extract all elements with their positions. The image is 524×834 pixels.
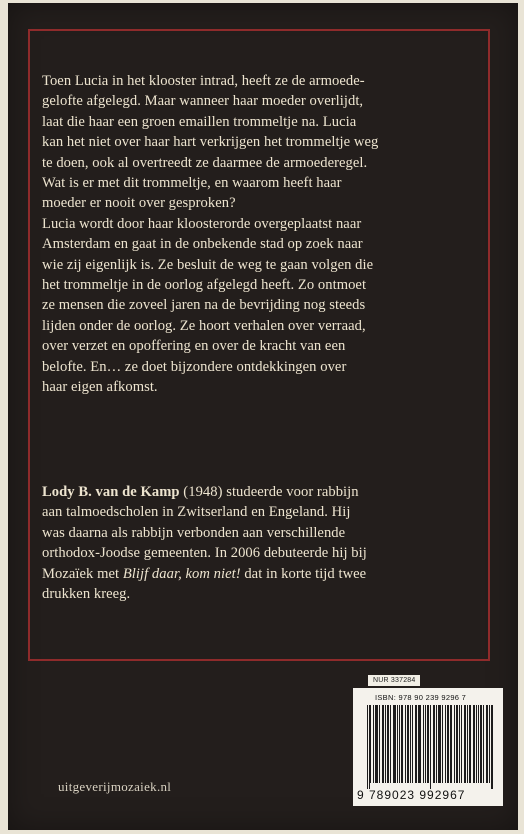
blurb-line: lijden onder de oorlog. Ze hoort verhalen over verraad, — [42, 317, 366, 334]
blurb-line: Amsterdam en gaat in de onbekende stad op zoek naar — [42, 236, 363, 253]
author-bio-line: drukken kreeg. — [42, 586, 131, 603]
author-bio-line: was daarna als rabbijn verbonden aan verschillende — [42, 524, 346, 541]
blurb-line: kan het niet over haar hart verkrijgen het trommeltje weg — [42, 134, 379, 151]
blurb-line: Toen Lucia in het klooster intrad, heeft ze de armoede- — [42, 73, 365, 89]
publisher-website: uitgeverijmozaiek.nl — [58, 779, 172, 794]
nur-label: NUR 337284 — [368, 675, 420, 686]
author-bio-line: orthodox-Joodse gemeenten. In 2006 debuteerde hij bij — [42, 545, 367, 562]
blurb-line: te doen, ook al overtreedt ze daarmee de armoederegel. — [42, 154, 368, 171]
blurb-line: moeder er nooit over gesproken? — [42, 195, 236, 212]
blurb-line: haar eigen afkomst. — [42, 379, 158, 396]
author-name: Lody B. van de Kamp — [42, 484, 180, 500]
author-bio-line: aan talmoedscholen in Zwitserland en Engeland. Hij — [42, 504, 351, 521]
author-bio — [42, 482, 482, 604]
blurb-line: over verzet en opoffering en over de kracht van een — [42, 338, 346, 355]
blurb-text — [42, 71, 482, 398]
author-bio-text: dat in korte tijd twee — [240, 565, 367, 582]
blurb-line: Wat is er met dit trommeltje, en waarom heeft haar — [42, 175, 342, 192]
blurb-line: laat die haar een groen emaillen trommeltje na. Lucia — [42, 113, 357, 130]
isbn-label: ISBN: 978 90 239 9296 7 — [375, 693, 467, 702]
blurb-line: belofte. En… ze doet bijzondere ontdekkingen over — [42, 358, 347, 375]
blurb-line: gelofte afgelegd. Maar wanneer haar moeder overlijdt, — [42, 93, 364, 110]
author-bio-text: Mozaïek met — [42, 565, 123, 582]
author-bio-line — [42, 482, 482, 502]
blurb-line: het trommeltje in de oorlog afgelegd heeft. Zo ontmoet — [42, 277, 367, 294]
author-bio-line — [42, 564, 482, 584]
barcode-panel — [353, 688, 503, 806]
previous-book-title: Blijf daar, kom niet! — [122, 565, 241, 582]
blurb-line: Lucia wordt door haar kloosterorde overgeplaatst naar — [42, 215, 362, 232]
blurb-line: ze mensen die zoveel jaren na de bevrijding nog steeds — [42, 297, 366, 314]
barcode-icon — [367, 705, 493, 789]
author-bio-text: (1948) studeerde voor rabbijn — [179, 484, 359, 500]
barcode-digits: 9 789023 992967 — [357, 788, 466, 802]
blurb-line: wie zij eigenlijk is. Ze besluit de weg te gaan volgen die — [42, 256, 374, 273]
